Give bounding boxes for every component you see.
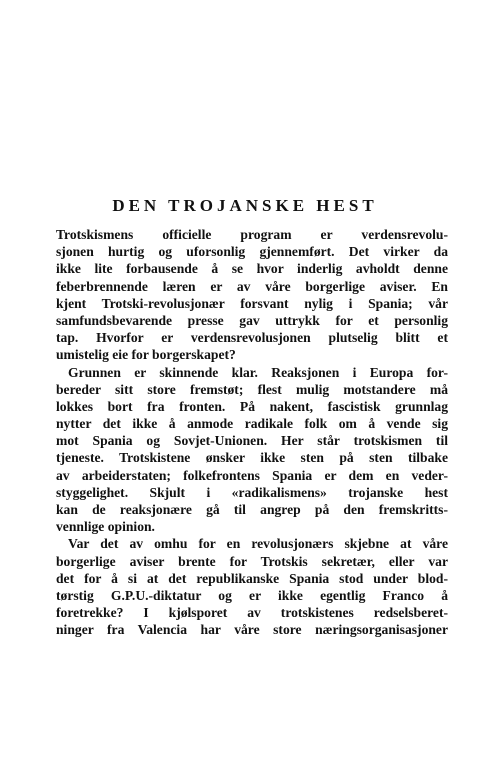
text-line: det for å si at det republikanske Spania stod under blod- [56, 570, 448, 586]
text-line: umistelig eie for borgerskapet? [56, 347, 236, 363]
text-line: nytter det ikke å anmode radikale folk om å vende sig [56, 416, 448, 432]
text-line: ninger fra Valencia har våre store næringsorganisasjoner [56, 622, 448, 638]
chapter-title: DEN TROJANSKE HEST [112, 196, 378, 215]
text-line: vennlige opinion. [56, 519, 155, 535]
text-line: tjeneste. Trotskistene ønsker ikke sten på sten tilbake [56, 450, 448, 466]
body-text [56, 226, 448, 639]
text-line: kan de reaksjonære gå til angrep på den fremskritts- [56, 502, 448, 517]
text-line: foretrekke? I kjølsporet av trotskistenes redselsberet- [56, 605, 448, 621]
text-line: Trotskismens officielle program er verdensrevolu- [56, 227, 448, 242]
text-line: ikke lite forbausende å se hvor inderlig avholdt denne [56, 261, 448, 277]
text-line: samfundsbevarende presse gav uttrykk for et personlig [56, 312, 448, 328]
text-line: lokkes bort fra fronten. På nakent, fascistisk grunnlag [56, 398, 448, 414]
text-line: feberbrennende læren er av våre borgerlige aviser. En [56, 278, 448, 294]
text-line: tap. Hvorfor er verdensrevolusjonen plutselig blitt et [56, 330, 448, 346]
text-line: Grunnen er skinnende klar. Reaksjonen i Europa for- [68, 364, 448, 380]
text-line: styggelighet. Skjult i «radikalismens» trojanske hest [56, 484, 448, 500]
text-line: mot Spania og Sovjet-Unionen. Her står trotskismen til [56, 433, 448, 449]
text-line: av arbeiderstaten; folkefrontens Spania er dem en veder- [56, 467, 448, 483]
text-line: tørstig G.P.U.-diktatur og er ikke egentlig Franco å [56, 587, 448, 603]
text-line: sjonen hurtig og uforsonlig gjennemført. Det virker da [56, 244, 448, 260]
text-line: borgerlige aviser brente for Trotskis sekretær, eller var [56, 553, 448, 569]
text-line: bereder sitt store fremstøt; flest mulig motstandere må [56, 381, 448, 397]
text-line: Var det av omhu for en revolusjonærs skjebne at våre [68, 536, 448, 552]
text-line: kjent Trotski-revolusjonær forsvant nylig i Spania; vår [56, 295, 448, 311]
